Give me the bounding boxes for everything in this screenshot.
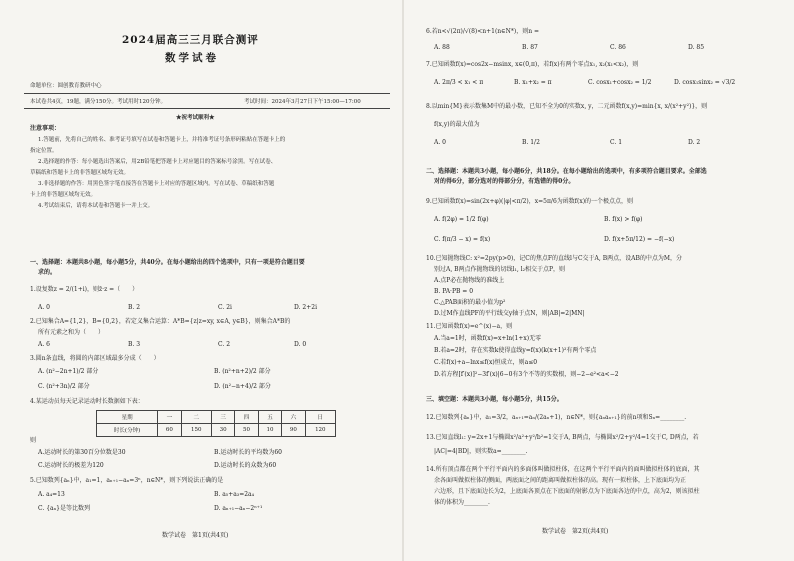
table-cell: 一 — [158, 411, 181, 424]
q4-option-d[interactable]: D.运动时长的众数为60 — [214, 462, 277, 469]
q3-option-c[interactable]: C. (n²+3n)/2 部分 — [38, 383, 90, 390]
table-cell: 五 — [258, 411, 281, 424]
q14-stem-cont: 余各面叫做拟柱体的侧面，两底面之间的距离叫做拟柱体的高。现有一拟柱体，上下底面均为正 — [434, 477, 687, 484]
q5-option-b[interactable]: B. a₅+a₃=2a₄ — [214, 491, 255, 498]
q8-stem: 8.以min{M}表示数集M中的最小数，已知不全为0的实数x, y，二元函数f(x,y)=min{x, x/(x²+y²)}，则 — [426, 103, 708, 110]
q5-option-d[interactable]: D. aₙ₊₁−aₙ−2ⁿ⁺¹ — [214, 505, 263, 512]
page-1-footer: 数学试卷 第1页(共4页) — [162, 532, 229, 539]
q3-option-b[interactable]: B. (n²+n+2)/2 部分 — [214, 368, 271, 375]
section-2-heading-cont: 对的得6分，部分选对的得部分分，有选错的得0分。 — [434, 178, 575, 185]
section-1-heading-cont: 求的。 — [38, 269, 57, 276]
q8-option-d[interactable]: D. 2 — [688, 139, 701, 146]
q9-option-c[interactable]: C. f(π/3 − x) = f(x) — [434, 236, 491, 243]
q9-option-b[interactable]: B. f(x) > f(φ) — [604, 216, 643, 223]
q3-stem: 3.圆n条直线，将圆的内部区域最多分成（ ） — [30, 355, 160, 362]
q2-stem-cont: 所有元素之和为（ ） — [38, 329, 105, 336]
table-cell: 10 — [258, 424, 281, 437]
exam-subtitle: 数学试卷 — [165, 52, 219, 64]
q7-option-a[interactable]: A. 2π/3 < x₁ < π — [434, 79, 484, 86]
exam-meta-right: 考试时间：2024年3月27日下午15:00—17:00 — [244, 99, 361, 105]
q1-option-b[interactable]: B. 2 — [128, 304, 141, 311]
q6-option-a[interactable]: A. 88 — [434, 44, 450, 51]
organizer: 命题单位：圆创教育教研中心 — [30, 83, 102, 89]
notes-heading: 注意事项： — [30, 125, 61, 132]
q1-stem: 1.设复数z = 2/(1+i)，则z̄·z =（ ） — [30, 286, 139, 293]
q9-stem: 9.已知函数f(x)=sin(2x+φ)(|φ|<π/2)，x=5π/6为函数f(x)的一个极点点，则 — [426, 198, 634, 205]
q2-option-a[interactable]: A. 6 — [38, 341, 50, 348]
q7-option-b[interactable]: B. x₁+x₂ = π — [514, 79, 552, 86]
note-line: 3.非选择题的作答：用黑色签字笔直接答在答题卡上对应的答题区域内。写在试卷、草稿纸和答题 — [38, 181, 275, 187]
q8-option-c[interactable]: C. 1 — [610, 139, 623, 146]
table-header-cell: 时长(分钟) — [97, 424, 158, 437]
q13-stem: 13.已知直线l₁: y=2x+1与椭圆x²/a²+y²/b²=1交于A, B两点，与椭圆x²/2+y²/4=1交于C, D两点，若 — [426, 434, 699, 441]
q11-option-a[interactable]: A.当a=1时，函数f(x)=x+ln(1+x)无零 — [434, 335, 542, 342]
header-rule — [24, 93, 390, 94]
q10-option-d[interactable]: D.过M作直线PF的平行线交y轴于点N，则|AB|=2|MN| — [434, 310, 585, 317]
q11-option-c[interactable]: C.若f(x)+a−lnx≤f(x)恒成立，则a≤0 — [434, 359, 538, 366]
q8-option-b[interactable]: B. 1/2 — [522, 139, 540, 146]
q11-option-b[interactable]: B.若a=2时，存在实数k使得直线y=f(x)(k(x+1)²有两个零点 — [434, 347, 597, 354]
exam-meta-left: 本试卷共4页，19题，满分150分。考试用时120分钟。 — [30, 99, 166, 105]
section-3-heading: 三、填空题：本题共3小题，每小题5分，共15分。 — [426, 396, 563, 403]
table-cell: 六 — [282, 411, 305, 424]
q9-option-a[interactable]: A. f(2φ) = 1/2 f(φ) — [434, 216, 489, 223]
table-cell: 三 — [211, 411, 234, 424]
q6-option-b[interactable]: B. 87 — [522, 44, 538, 51]
table-header-cell: 星期 — [97, 411, 158, 424]
q2-stem: 2.已知集合A={1,2}，B={0,2}，若定义集合运算：A*B={z|z=xy, x∈A, y∈B}，则集合A*B的 — [30, 318, 291, 325]
page-2-footer: 数学试卷 第2页(共4页) — [542, 528, 609, 535]
q10-stem: 10.已知抛物线C: x²=2py(p>0)，记C的焦点F的直线l与C交于A, B两点，设AB的中点为M，分 — [426, 255, 683, 262]
q5-option-c[interactable]: C. {aₙ}是等比数列 — [38, 505, 90, 512]
table-cell: 60 — [158, 424, 181, 437]
q1-option-a[interactable]: A. 0 — [38, 304, 50, 311]
q4-then: 则 — [30, 437, 37, 444]
good-luck-banner: ★祝考试顺利★ — [176, 115, 215, 121]
note-line: 草稿纸和答题卡上的非答题区域均无效。 — [30, 170, 130, 176]
note-line: 指定位置。 — [30, 148, 58, 154]
note-line: 4.考试结束后，请将本试卷和答题卡一并上交。 — [38, 203, 154, 209]
table-cell: 50 — [235, 424, 258, 437]
table-cell: 日 — [305, 411, 335, 424]
section-2-heading: 二、选择题：本题共3小题，每小题6分，共18分。在每小题给出的选项中，有多项符合题目要求。全部选 — [426, 168, 707, 175]
q10-option-a[interactable]: A.点P必在抛物线的准线上 — [434, 277, 505, 284]
page-fold — [402, 0, 404, 561]
q7-option-c[interactable]: C. cosx₁+cosx₂ = 1/2 — [588, 79, 652, 86]
q10-option-b[interactable]: B. PA·PB = 0 — [434, 288, 474, 295]
q11-option-d[interactable]: D.若方程[f′(x)]²−3f′(x)|6−0有3个不等的实数根，则−2−e²<a<−2 — [434, 371, 619, 378]
q2-option-c[interactable]: C. 2 — [218, 341, 231, 348]
q1-option-d[interactable]: D. 2+2i — [294, 304, 317, 311]
q3-option-a[interactable]: A. (n²−2n+1)/2 部分 — [38, 368, 99, 375]
table-cell: 150 — [181, 424, 211, 437]
table-cell: 120 — [305, 424, 335, 437]
table-cell: 四 — [235, 411, 258, 424]
q6-option-d[interactable]: D. 85 — [688, 44, 705, 51]
q2-option-b[interactable]: B. 3 — [128, 341, 141, 348]
note-line: 2.选择题的作答：每小题选出答案后，用2B铅笔把答题卡上对应题目的答案标号涂黑。写在试卷、 — [38, 159, 277, 165]
q10-option-c[interactable]: C.△PAB面积的最小值为p² — [434, 299, 506, 306]
q6-option-c[interactable]: C. 86 — [610, 44, 626, 51]
table-cell: 90 — [282, 424, 305, 437]
note-line: 卡上的非答题区域均无效。 — [30, 192, 97, 198]
q2-option-d[interactable]: D. 0 — [294, 341, 307, 348]
q14-stem-cont: 六边形，且下底面边长为2，上底面各顶点在下底面的射影点为下底面各边的中点，高为2，则该拟柱 — [434, 488, 700, 495]
q3-option-d[interactable]: D. (n²−n+4)/2 部分 — [214, 383, 271, 390]
q5-stem: 5.已知数列{aₙ}中，a₁=1，aₙ₊₁−aₙ=3ⁿ，n∈N*，则下列说法正确的是 — [30, 477, 224, 484]
q12-stem: 12.已知数列{aₙ}中，a₁=3/2，aₙ₊₁=aₙ/(2aₙ+1)，n∈N*，则{aₙaₙ₊₁}的前n项和Sₙ=________. — [426, 414, 687, 421]
q6-stem: 6.若n<√(2π)/√(8)<n+1(n∈N*)，则n = — [426, 28, 539, 35]
q4-schedule-table — [96, 410, 336, 437]
q7-stem: 7.已知函数f(x)=cos2x−msinx, x∈(0,π)，若f(x)有两个零点x₁, x₂(x₁<x₂)，则 — [426, 61, 639, 68]
note-line: 1.答题前，先将自己的姓名、准考证号填写在试卷和答题卡上，并将准考证号条形码粘贴在答题卡上的 — [38, 137, 286, 143]
q9-option-d[interactable]: D. f(x+5π/12) = −f(−x) — [604, 236, 675, 243]
page-2 — [418, 0, 778, 561]
q1-option-c[interactable]: C. 2i — [218, 304, 232, 311]
q8-stem-cont: f(x,y)的最大值为 — [434, 121, 480, 128]
table-row — [97, 411, 336, 424]
section-1-heading: 一、选择题：本题共8小题，每小题5分，共40分。在每小题给出的四个选项中，只有一项是符合题目要 — [30, 259, 305, 266]
page-1 — [24, 0, 392, 561]
q8-option-a[interactable]: A. 0 — [434, 139, 446, 146]
q7-option-d[interactable]: D. cosx₁sinx₂ = √3/2 — [674, 79, 736, 86]
q14-stem-cont: 体的体积为________. — [434, 499, 490, 506]
table-row — [97, 424, 336, 437]
q5-option-a[interactable]: A. a₄=13 — [38, 491, 65, 498]
q4-stem: 4.某运动员每天记录运动时长数据如下表： — [30, 398, 144, 405]
q4-option-c[interactable]: C.运动时长的极差为120 — [38, 462, 104, 469]
q11-stem: 11.已知函数f(x)=e^(x)−a，则 — [426, 323, 513, 330]
q10-stem-cont: 别过A, B两点作抛物线的切线l₁, l₂相交于点P，则 — [434, 266, 566, 273]
table-cell: 30 — [211, 424, 234, 437]
exam-title: 2024届高三三月联合测评 — [122, 34, 259, 46]
q4-option-a[interactable]: A.运动时长的第30百分位数是30 — [38, 449, 126, 456]
q13-stem-cont: |AC|=4|BD|，则实数a=________. — [434, 448, 528, 455]
header-rule-2 — [24, 108, 390, 109]
table-cell: 二 — [181, 411, 211, 424]
q14-stem: 14.所有顶点都在两个平行平面内的多面体叫做拟柱体，在这两个平行平面内的面叫做拟柱体的底面，其 — [426, 466, 700, 473]
q4-option-b[interactable]: B.运动时长的平均数为60 — [214, 449, 282, 456]
